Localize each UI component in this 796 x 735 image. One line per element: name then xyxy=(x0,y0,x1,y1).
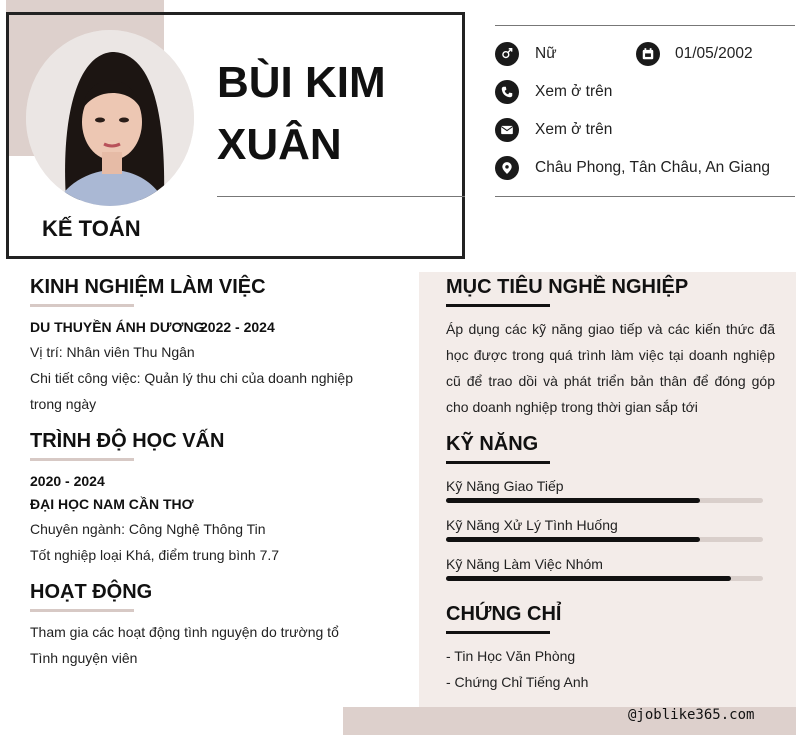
skill-bar-fill xyxy=(446,576,731,581)
email-icon xyxy=(495,118,519,142)
education-period: 2020 - 2024 xyxy=(30,473,105,489)
job-title: KẾ TOÁN xyxy=(42,216,141,241)
objective-line: Áp dụng các kỹ năng giao tiếp và các kiến thức đã xyxy=(446,321,775,337)
education-grade: Tốt nghiệp loại Khá, điểm trung bình 7.7 xyxy=(30,547,280,563)
experience-heading: KINH NGHIỆM LÀM VIỆC xyxy=(30,276,266,298)
skill-bar xyxy=(446,537,763,542)
experience-company: DU THUYỀN ÁNH DƯƠNG xyxy=(30,319,205,335)
heading-underline xyxy=(446,304,550,307)
portrait-image xyxy=(26,30,194,206)
skill-bar xyxy=(446,498,763,503)
heading-underline xyxy=(30,458,134,461)
experience-position: Vị trí: Nhân viên Thu Ngân xyxy=(30,344,195,360)
education-major: Chuyên ngành: Công Nghệ Thông Tin xyxy=(30,521,266,537)
skill-bar-fill xyxy=(446,537,700,542)
location-icon xyxy=(495,156,519,180)
skill-bar xyxy=(446,576,763,581)
phone-icon xyxy=(495,80,519,104)
education-heading: TRÌNH ĐỘ HỌC VẤN xyxy=(30,430,225,452)
certificate-item: - Chứng Chỉ Tiếng Anh xyxy=(446,674,589,690)
address-value: Châu Phong, Tân Châu, An Giang xyxy=(535,159,770,176)
birthday-value: 01/05/2002 xyxy=(675,45,753,62)
activities-heading: HOẠT ĐỘNG xyxy=(30,581,153,603)
objective-line: cho doanh nghiệp trong thời gian sắp tới xyxy=(446,399,698,415)
divider xyxy=(495,196,795,197)
gender-value: Nữ xyxy=(535,45,557,62)
skill-bar-fill xyxy=(446,498,700,503)
skill-label: Kỹ Năng Xử Lý Tình Huống xyxy=(446,517,618,533)
avatar xyxy=(26,30,194,206)
candidate-name xyxy=(217,52,457,176)
certificates-heading: CHỨNG CHỈ xyxy=(446,603,562,625)
education-school: ĐẠI HỌC NAM CẦN THƠ xyxy=(30,496,194,512)
objective-line: cũ để trao dồi và phát triển bản thân để đóng góp xyxy=(446,373,775,389)
divider xyxy=(495,25,795,26)
heading-underline xyxy=(446,631,550,634)
experience-details-cont: trong ngày xyxy=(30,396,97,412)
phone-value: Xem ở trên xyxy=(535,83,613,100)
objective-line: học được trong quá trình làm việc tại doanh nghiệp xyxy=(446,347,775,363)
name-line-2: XUÂN xyxy=(217,120,342,169)
calendar-icon xyxy=(636,42,660,66)
skill-label: Kỹ Năng Làm Việc Nhóm xyxy=(446,556,603,572)
heading-underline xyxy=(30,609,134,612)
skills-heading: KỸ NĂNG xyxy=(446,433,539,455)
experience-details: Chi tiết công việc: Quản lý thu chi của doanh nghiệp xyxy=(30,370,353,386)
skill-label: Kỹ Năng Giao Tiếp xyxy=(446,478,564,494)
name-line-1: BÙI KIM xyxy=(217,58,386,107)
objective-heading: MỤC TIÊU NGHỀ NGHIỆP xyxy=(446,276,689,298)
activity-item: Tình nguyện viên xyxy=(30,650,138,666)
divider xyxy=(217,196,465,197)
gender-icon xyxy=(495,42,519,66)
activity-item: Tham gia các hoạt động tình nguyện do trường tổ xyxy=(30,624,339,640)
certificate-item: - Tin Học Văn Phòng xyxy=(446,648,576,664)
email-value: Xem ở trên xyxy=(535,121,613,138)
heading-underline xyxy=(446,461,550,464)
experience-period: 2022 - 2024 xyxy=(200,319,275,335)
watermark: @joblike365.com xyxy=(628,707,755,723)
heading-underline xyxy=(30,304,134,307)
